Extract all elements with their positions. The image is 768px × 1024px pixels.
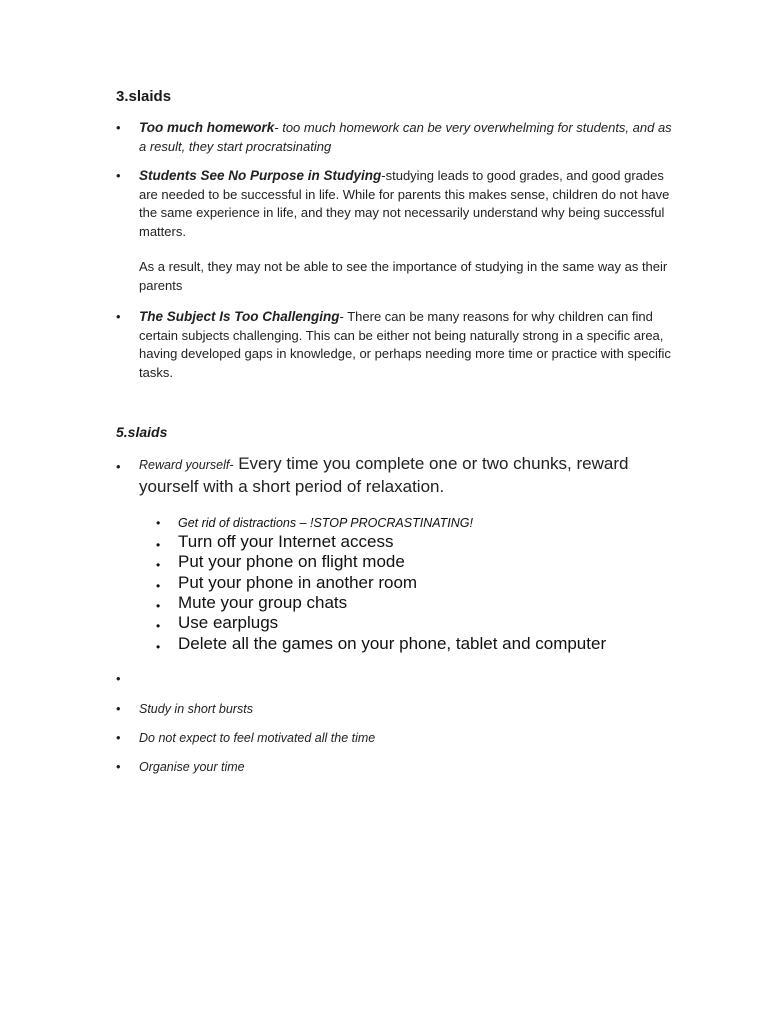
sub-list-item [156, 593, 718, 613]
bullet-glyph: • [116, 671, 121, 686]
bullet-glyph: • [156, 640, 161, 654]
bullet-glyph: • [116, 730, 121, 745]
item-text: - There can be many reasons for why children can find certain subjects challenging. This can be either not being naturally strong in a specific area, having developed gaps in knowledge, or perhaps needing more time or practice with specific tasks. [139, 309, 671, 380]
item-text-second-paragraph: As a result, they may not be able to see the importance of studying in the same way as their parents [139, 259, 668, 293]
item-text: Mute your group chats [178, 593, 348, 612]
list-item-short-bursts [116, 700, 679, 719]
list-item-too-much-homework [116, 119, 679, 156]
list-item-reward-yourself [116, 453, 679, 497]
item-text: - too much homework can be very overwhelming for students, and as a result, they start procratsinating [139, 120, 672, 154]
item-text: Put your phone in another room [178, 573, 418, 592]
sub-list-item [156, 634, 718, 654]
item-title: Students See No Purpose in Studying [139, 168, 382, 183]
sub-list-item-distractions [156, 515, 718, 531]
bullet-glyph: • [116, 168, 121, 183]
bullet-glyph: • [116, 759, 121, 774]
item-text: Every time you complete one or two chunks, reward yourself with a short period of relaxation. [139, 454, 629, 496]
item-text: Put your phone on flight mode [178, 552, 405, 571]
item-text: Use earplugs [178, 613, 279, 632]
bullet-glyph: • [156, 558, 161, 572]
bullet-glyph: • [156, 619, 161, 633]
bullet-glyph: • [116, 701, 121, 716]
item-title: The Subject Is Too Challenging [139, 309, 340, 324]
item-text: Organise your time [139, 760, 245, 774]
bullet-glyph: • [156, 579, 161, 593]
section-heading-3: 3.slaids [116, 88, 172, 105]
list-item-organise-time [116, 758, 679, 777]
section-heading-5: 5.slaids [116, 424, 168, 440]
item-title: Reward yourself- [139, 458, 234, 472]
item-text: Delete all the games on your phone, tablet and computer [178, 634, 607, 653]
item-title: Too much homework [139, 120, 275, 135]
item-text: Study in short bursts [139, 702, 253, 716]
sub-list-item [156, 532, 718, 552]
item-text: -studying leads to good grades, and good grades are needed to be successful in life. While for parents this makes sense, children do not have the same experience in life, and they may not necessarily understand why being successful matters. [139, 168, 670, 239]
sub-list-item [156, 552, 718, 572]
list-item-no-purpose [116, 167, 679, 295]
bullet-glyph: • [116, 120, 121, 135]
list-item-motivation [116, 729, 679, 748]
item-text: Get rid of distractions – !STOP PROCRASTINATING! [178, 516, 473, 530]
item-text: Do not expect to feel motivated all the time [139, 731, 376, 745]
bullet-glyph: • [156, 538, 161, 552]
bullet-glyph: • [156, 516, 161, 530]
item-text: Turn off your Internet access [178, 532, 394, 551]
bullet-glyph: • [116, 309, 121, 324]
bullet-glyph: • [116, 459, 121, 474]
sub-list-item [156, 573, 718, 593]
bullet-glyph: • [156, 599, 161, 613]
sub-list-item [156, 613, 718, 633]
list-item-subject-challenging [116, 308, 679, 382]
